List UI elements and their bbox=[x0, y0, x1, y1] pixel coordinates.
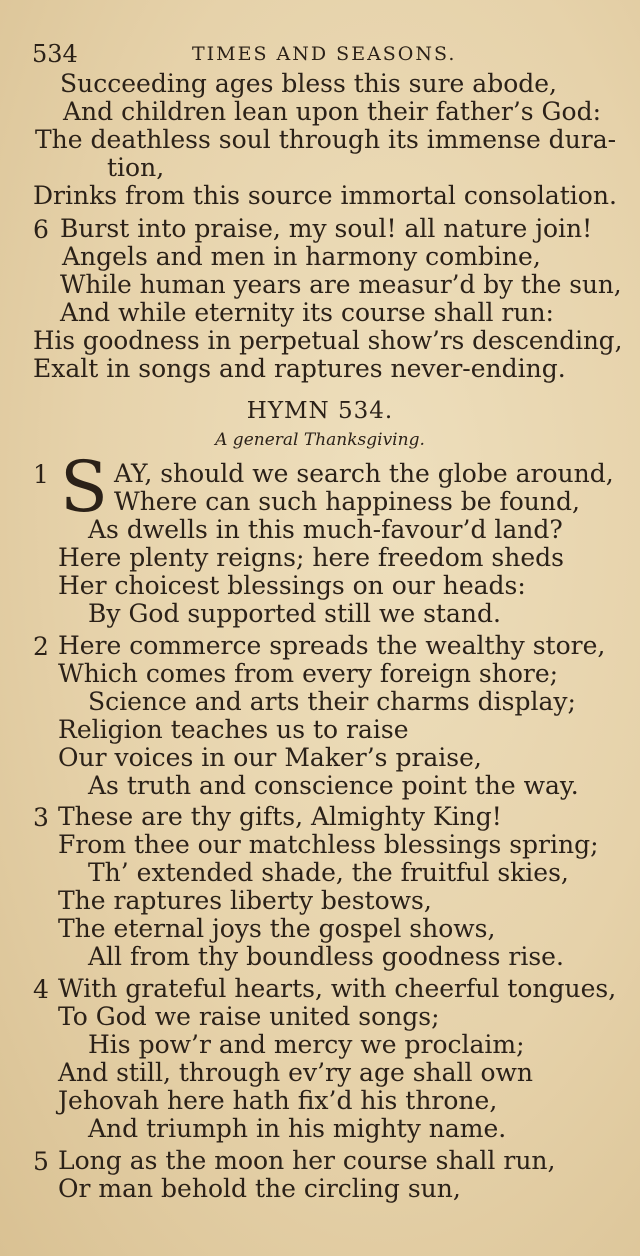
stanza-number: 5 bbox=[33, 1147, 49, 1176]
verse-line: AY, should we search the globe around, bbox=[114, 459, 614, 488]
verse-line: Which comes from every foreign shore; bbox=[58, 659, 559, 688]
stanza-number: 1 bbox=[33, 460, 49, 489]
verse-line: Or man behold the circling sun, bbox=[58, 1174, 461, 1203]
verse-line: His goodness in perpetual show’rs descending, bbox=[33, 326, 623, 355]
drop-cap: S bbox=[60, 446, 108, 528]
verse-line: The deathless soul through its immense dura- bbox=[35, 125, 617, 154]
verse-line: Succeeding ages bless this sure abode, bbox=[60, 69, 557, 98]
verse-line: To God we raise united songs; bbox=[58, 1002, 440, 1031]
verse-line: With grateful hearts, with cheerful tongues, bbox=[58, 974, 617, 1003]
verse-line: Burst into praise, my soul! all nature join! bbox=[60, 214, 593, 243]
verse-line: And still, through ev’ry age shall own bbox=[58, 1058, 534, 1087]
verse-line: By God supported still we stand. bbox=[88, 599, 501, 628]
verse-line: As dwells in this much-favour’d land? bbox=[88, 515, 563, 544]
verse-line: Exalt in songs and raptures never-ending. bbox=[33, 354, 566, 383]
verse-line: Her choicest blessings on our heads: bbox=[58, 571, 526, 600]
verse-line: Angels and men in harmony combine, bbox=[62, 242, 541, 271]
page-number: 534 bbox=[32, 40, 78, 68]
stanza-number: 4 bbox=[33, 975, 49, 1004]
verse-line: Where can such happiness be found, bbox=[114, 487, 580, 516]
verse-line: tion, bbox=[107, 153, 165, 182]
verse-line: Jehovah here hath fix’d his throne, bbox=[58, 1086, 498, 1115]
verse-line: His pow’r and mercy we proclaim; bbox=[88, 1030, 525, 1059]
hymn-subtitle: A general Thanksgiving. bbox=[215, 430, 425, 450]
verse-line: And while eternity its course shall run: bbox=[60, 298, 554, 327]
verse-line: The eternal joys the gospel shows, bbox=[58, 914, 496, 943]
stanza-number: 2 bbox=[33, 632, 49, 661]
hymn-title: HYMN 534. bbox=[246, 398, 394, 424]
verse-line: Long as the moon her course shall run, bbox=[58, 1146, 556, 1175]
verse-line: Drinks from this source immortal consolation. bbox=[33, 181, 617, 210]
verse-line: The raptures liberty bestows, bbox=[58, 886, 432, 915]
stanza-number: 3 bbox=[33, 803, 49, 832]
page-header bbox=[32, 40, 622, 70]
verse-line: All from thy boundless goodness rise. bbox=[88, 942, 564, 971]
verse-line: Th’ extended shade, the fruitful skies, bbox=[88, 858, 569, 887]
verse-line: Religion teaches us to raise bbox=[58, 715, 409, 744]
verse-line: Here commerce spreads the wealthy store, bbox=[58, 631, 606, 660]
stanza-number: 6 bbox=[33, 215, 49, 244]
verse-line: Our voices in our Maker’s praise, bbox=[58, 743, 482, 772]
verse-line: As truth and conscience point the way. bbox=[88, 771, 579, 800]
verse-line: While human years are measur’d by the sun, bbox=[60, 270, 622, 299]
verse-line: And children lean upon their father’s God: bbox=[63, 97, 602, 126]
verse-line: These are thy gifts, Almighty King! bbox=[58, 802, 502, 831]
verse-line: And triumph in his mighty name. bbox=[88, 1114, 507, 1143]
running-head: TIMES AND SEASONS. bbox=[192, 43, 457, 65]
verse-line: From thee our matchless blessings spring; bbox=[58, 830, 599, 859]
verse-line: Science and arts their charms display; bbox=[88, 687, 576, 716]
verse-line: Here plenty reigns; here freedom sheds bbox=[58, 543, 564, 572]
